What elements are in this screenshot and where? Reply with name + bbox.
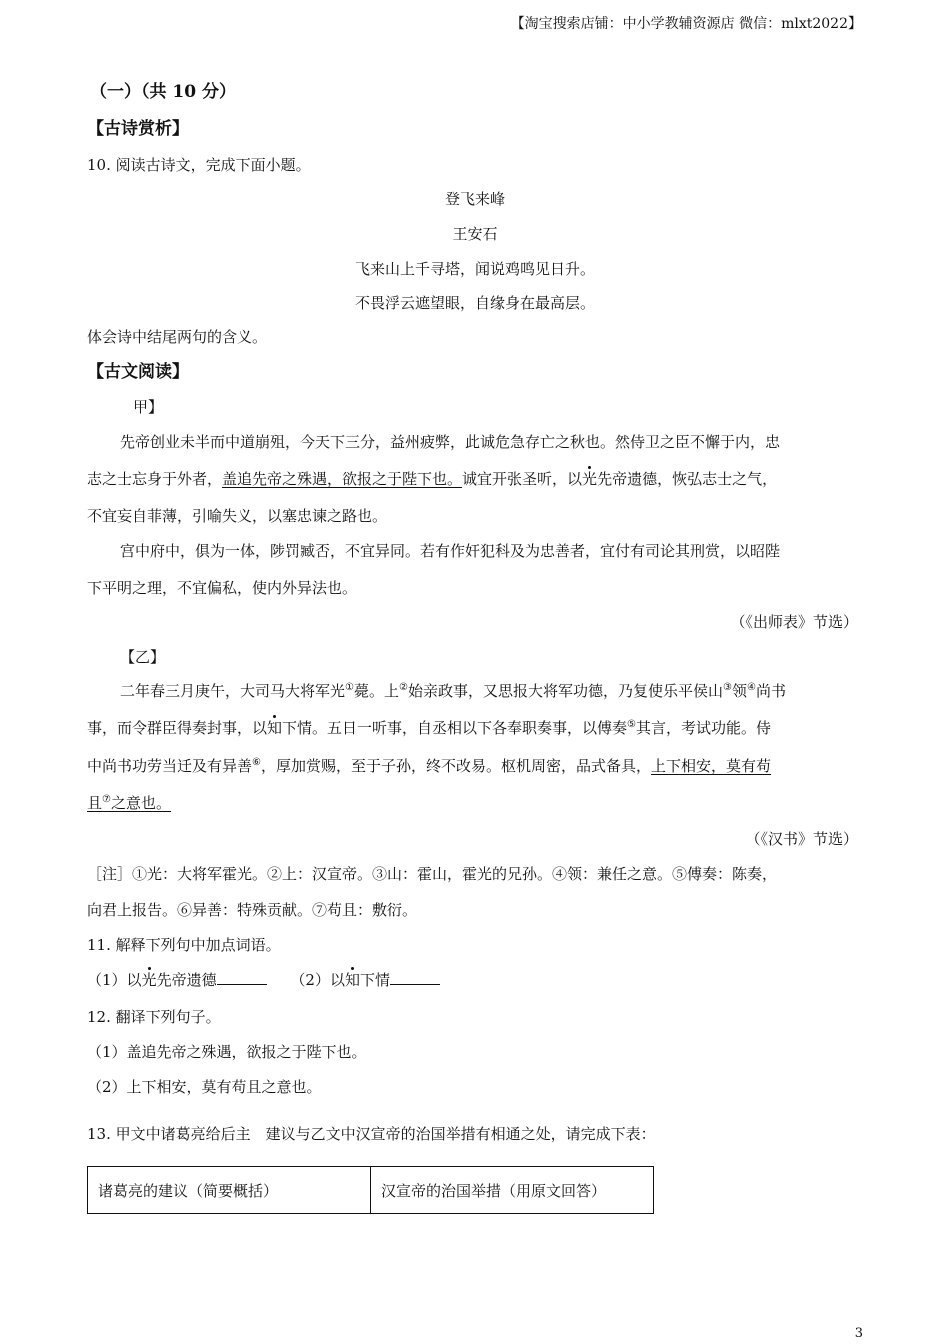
text-run: 其言，考试功能。侍 xyxy=(636,719,772,737)
passage-jia-line: 宫中府中，俱为一体，陟罚臧否，不宜异同。若有作奸犯科及为忠善者，宜付有司论其刑赏，以昭陛 xyxy=(120,542,781,560)
text-run: 事，而令群臣得奏封事，以 xyxy=(87,719,268,737)
footnote-marker: ② xyxy=(399,682,408,693)
table-row xyxy=(88,1167,654,1214)
dotted-word: 光 xyxy=(582,470,598,488)
footnote-marker: ⑥ xyxy=(252,757,261,768)
passage-yi-line xyxy=(87,756,771,776)
poem-section-heading: 【古诗赏析】 xyxy=(87,119,189,139)
text-run: 领 xyxy=(731,682,747,700)
notes-line: ［注］①光：大将军霍光。②上：汉宣帝。③山：霍山，霍光的兄孙。④领：兼任之意。⑤傅奏：陈奏， xyxy=(87,865,778,883)
text-run: 先帝遗德，恢弘志士之气， xyxy=(597,470,778,488)
text-run: 薨。上 xyxy=(353,682,399,700)
question-11-items xyxy=(87,970,440,990)
dotted-word: 光 xyxy=(141,971,157,989)
dotted-word: 知 xyxy=(344,971,360,989)
table-header-cell: 汉宣帝的治国举措（用原文回答） xyxy=(371,1167,654,1214)
text-run: 诚宜开张圣听，以 xyxy=(462,470,583,488)
footnote-marker: ⑤ xyxy=(627,719,637,730)
text-run: 始亲政事，又思报大将军功德，乃复使乐平侯山 xyxy=(407,682,723,700)
question-11: 11. 解释下列句中加点词语。 xyxy=(87,936,281,954)
question-12-sentence-1: （1）盖追先帝之殊遇，欲报之于陛下也。 xyxy=(87,1043,367,1061)
notes-line: 向君上报告。⑥异善：特殊贡献。⑦苟且：敷衍。 xyxy=(87,901,418,919)
text-run: 下情。五日一听事，自丞相以下各奉职奏事，以傅奏 xyxy=(282,719,628,737)
text-run: （2）以 xyxy=(290,971,345,989)
text-run: 志之士忘身于外者， xyxy=(87,470,223,488)
passage-yi-source: （《汉书》节选） xyxy=(745,830,858,848)
poem-task: 体会诗中结尾两句的含义。 xyxy=(87,328,268,346)
poem-author: 王安石 xyxy=(452,225,498,243)
footnote-marker: ③ xyxy=(722,682,732,693)
passage-jia-label: 甲】 xyxy=(133,398,164,416)
passage-jia-line: 先帝创业未半而中道崩殂，今天下三分，益州疲弊，此诚危急存亡之秋也。然侍卫之臣不懈于内，忠 xyxy=(120,433,781,451)
passage-jia-source: （《出师表》节选） xyxy=(730,613,858,631)
table-header-cell: 诸葛亮的建议（简要概括） xyxy=(88,1167,371,1214)
underlined-sentence: 盖追先帝之殊遇，欲报之于陛下也。 xyxy=(222,470,463,488)
passage-jia-line: 下平明之理，不宜偏私，使内外异法也。 xyxy=(87,579,358,597)
passage-yi-label: 【乙】 xyxy=(120,648,166,666)
text-run: 之意也。 xyxy=(110,794,171,812)
page-number: 3 xyxy=(854,1326,863,1341)
question-10: 10. 阅读古诗文，完成下面小题。 xyxy=(87,156,311,174)
dotted-word: 知 xyxy=(267,719,283,737)
answer-table xyxy=(87,1166,654,1214)
text-run: 二年春三月庚午，大司马大将军光 xyxy=(120,682,346,700)
answer-blank-2[interactable] xyxy=(390,972,440,985)
passage-yi-line xyxy=(87,718,771,738)
question-12-sentence-2: （2）上下相安，莫有苟且之意也。 xyxy=(87,1078,322,1096)
prose-section-heading: 【古文阅读】 xyxy=(87,362,189,382)
section-title: （一）（共 10 分） xyxy=(90,82,236,102)
answer-blank-1[interactable] xyxy=(217,972,267,985)
text-run: 中尚书功劳当迁及有异善 xyxy=(87,757,253,775)
passage-jia-line: 不宜妄自菲薄，引喻失义，以塞忠谏之路也。 xyxy=(87,507,388,525)
text-run: 先帝遗德 xyxy=(156,971,217,989)
text-run: 且 xyxy=(87,794,103,812)
footnote-marker: ① xyxy=(345,682,354,693)
underlined-sentence xyxy=(87,794,171,812)
footnote-marker: ⑦ xyxy=(102,794,111,805)
text-run: ，厚加赏赐，至于子孙，终不改易。枢机周密，品式备具， xyxy=(260,757,651,775)
poem-title: 登飞来峰 xyxy=(444,190,505,208)
text-run: 下情 xyxy=(359,971,390,989)
header-note: 【淘宝搜索店铺：中小学教辅资源店 微信：mlxt2022】 xyxy=(510,16,862,32)
poem-line-2: 不畏浮云遮望眼，自缘身在最高层。 xyxy=(354,294,595,312)
passage-jia-line xyxy=(87,469,777,489)
question-13: 13. 甲文中诸葛亮给后主 建议与乙文中汉宣帝的治国举措有相通之处，请完成下表： xyxy=(87,1125,656,1143)
passage-yi-line xyxy=(120,681,786,701)
text-run: （1）以 xyxy=(87,971,142,989)
question-12: 12. 翻译下列句子。 xyxy=(87,1008,221,1026)
text-run: 尚书 xyxy=(755,682,786,700)
footnote-marker: ④ xyxy=(746,682,756,693)
underlined-sentence: 上下相安，莫有苟 xyxy=(651,757,772,775)
passage-yi-line xyxy=(87,793,171,813)
poem-line-1: 飞来山上千寻塔，闻说鸡鸣见日升。 xyxy=(354,260,595,278)
